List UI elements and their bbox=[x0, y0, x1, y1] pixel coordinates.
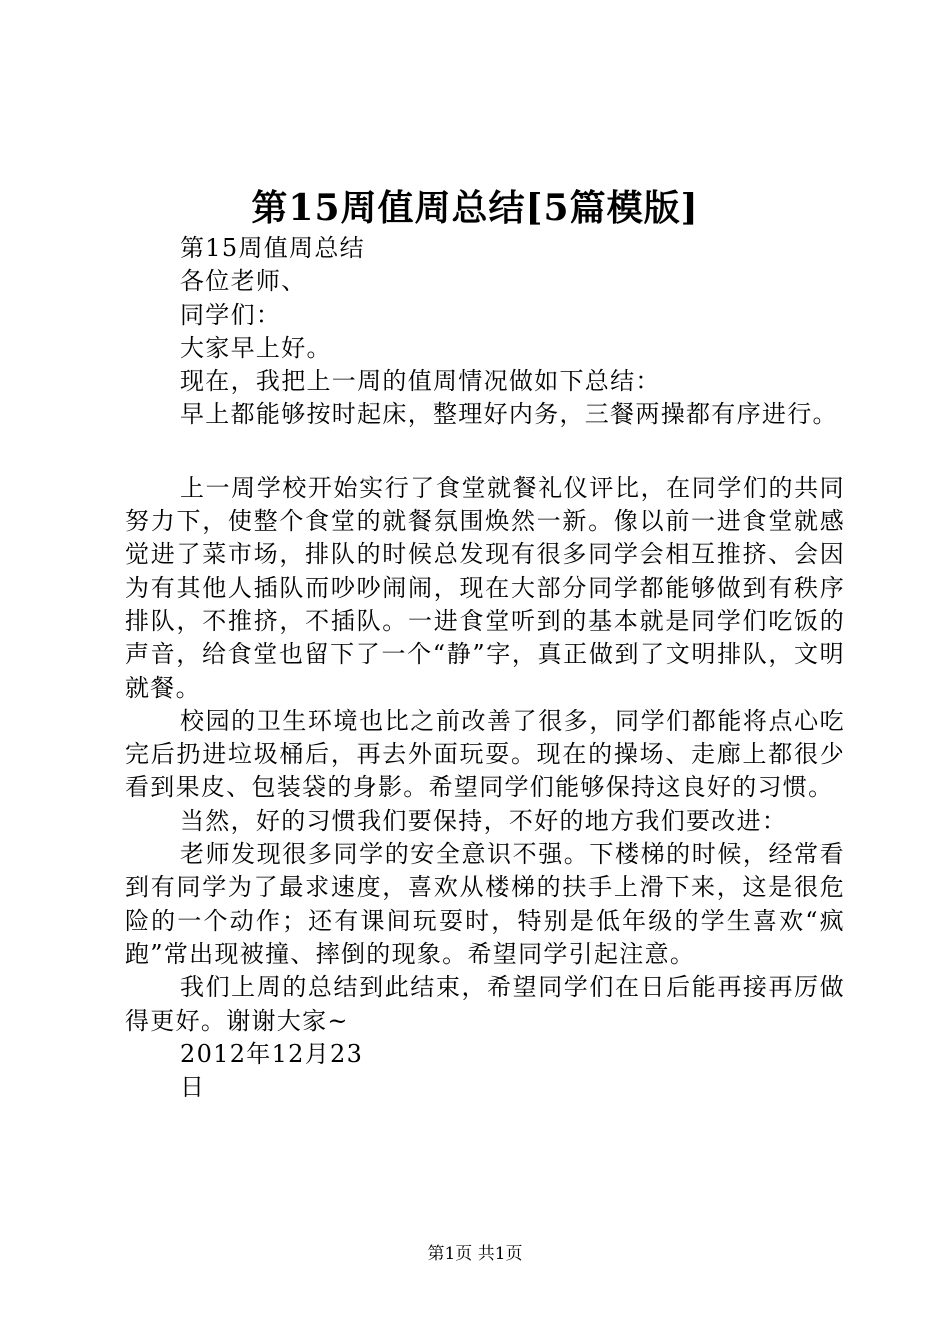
greeting-morning: 大家早上好。 bbox=[180, 333, 332, 362]
paragraph-hygiene: 校园的卫生环境也比之前改善了很多，同学们都能将点心吃完后扔进垃圾桶后，再去外面玩耍。现在的操场、走廊上都很少看到果皮、包装袋的身影。希望同学们能够保持这良好的习惯。 bbox=[125, 706, 845, 802]
document-title: 第15周值周总结[5篇模版] bbox=[251, 187, 699, 229]
date-line: 2012年12月23 bbox=[180, 1039, 364, 1068]
subtitle-line: 第15周值周总结 bbox=[180, 234, 365, 262]
page-footer: 第1页 共1页 bbox=[427, 1244, 523, 1264]
paragraph-improve: 当然，好的习惯我们要保持，不好的地方我们要改进： bbox=[180, 806, 788, 835]
paragraph-canteen: 上一周学校开始实行了食堂就餐礼仪评比，在同学们的共同努力下，使整个食堂的就餐氛围焕然一新。像以前一进食堂就感觉进了菜市场，排队的时候总发现有很多同学会相互推挤、会因为有其他人插队而吵吵闹闹，现在大部分同学都能够做到有秩序排队，不推挤，不插队。一进食堂听到的基本就是同学们吃饭的声音，给食堂也留下了一个“静”字，真正做到了文明排队，文明就餐。 bbox=[125, 473, 845, 702]
document-body bbox=[125, 232, 845, 1104]
paragraph-safety: 老师发现很多同学的安全意识不强。下楼梯的时候，经常看到有同学为了最求速度，喜欢从楼梯的扶手上滑下来，这是很危险的一个动作；还有课间玩耍时，特别是低年级的学生喜欢“疯跑”常出现被撞、摔倒的现象。希望同学引起注意。 bbox=[125, 840, 845, 968]
blank-spacer bbox=[125, 432, 845, 472]
summary-line: 早上都能够按时起床，整理好内务，三餐两操都有序进行。 bbox=[180, 400, 838, 429]
greeting-students: 同学们： bbox=[180, 300, 282, 329]
intro-line: 现在，我把上一周的值周情况做如下总结： bbox=[180, 367, 661, 396]
greeting-teachers: 各位老师、 bbox=[180, 267, 307, 296]
date-line-day: 日 bbox=[180, 1073, 206, 1102]
paragraph-closing: 我们上周的总结到此结束，希望同学们在日后能再接再厉做得更好。谢谢大家~ bbox=[125, 973, 845, 1035]
